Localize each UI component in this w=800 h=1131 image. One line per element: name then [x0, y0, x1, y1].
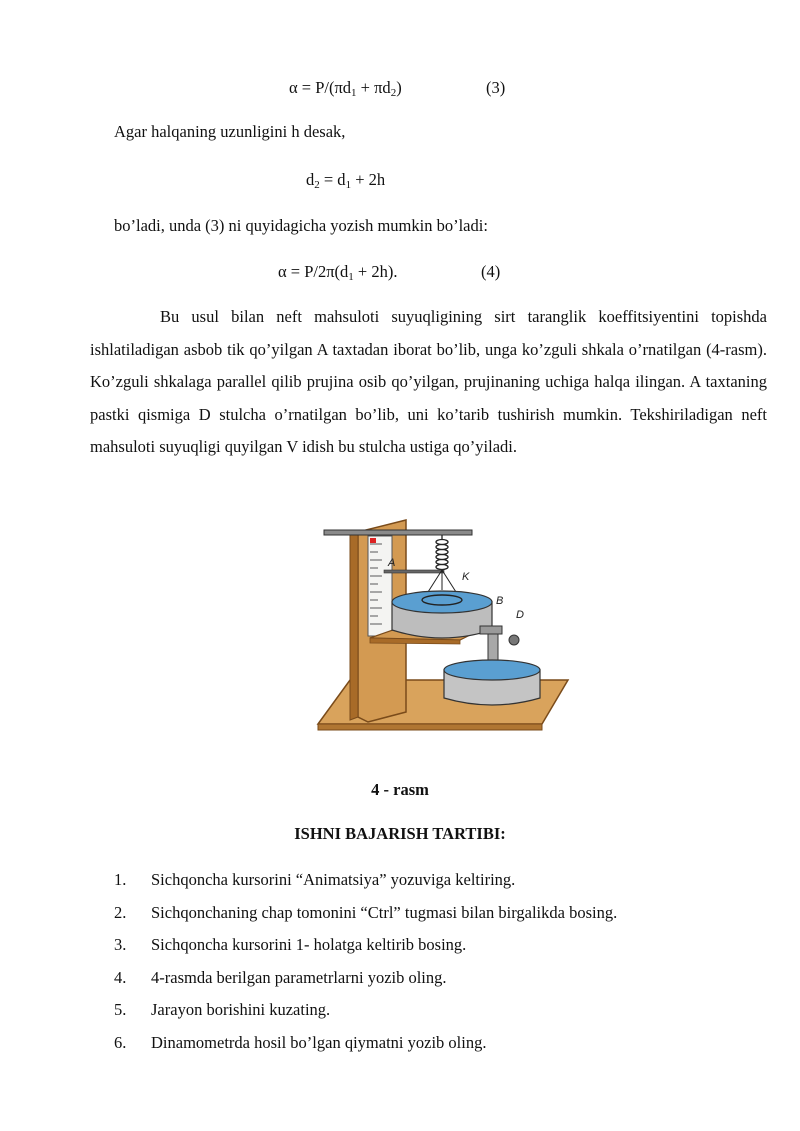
- label-a: A: [388, 557, 396, 569]
- formula-3: [289, 78, 402, 98]
- paragraph-text: Bu usul bilan neft mahsuloti suyuqligining sirt taranglik koeffitsiyentini topishda ishlatiladigan asbob tik qo’yilgan A taxtadan iborat bo’lib, unga ko’zguli shkala o’rnatilgan (4-rasm). Ko’zguli shkalaga parallel qilib prujina osib qo’yilgan, prujinaning uchiga halqa ilingan. A taxtaning pastki qismiga D stulcha o’rnatilgan bo’lib, uni ko’tarib tushirish mumkin. Tekshiriladigan neft mahsuloti suyuqligi quyilgan V idish bu stulcha ustiga qo’yiladi.: [90, 307, 767, 456]
- apparatus-figure: [310, 512, 575, 732]
- vertical-board-side: [350, 532, 358, 720]
- step-number: 3.: [114, 935, 127, 955]
- label-d: D: [516, 609, 524, 621]
- step-text: Sichqoncha kursorini “Animatsiya” yozuviga keltiring.: [151, 870, 516, 889]
- formula-3-number: (3): [486, 78, 506, 97]
- step-text: 4-rasmda berilgan parametrlarni yozib oling.: [151, 967, 447, 987]
- formula-4: [278, 262, 397, 282]
- step-text: Sichqonchaning chap tomonini “Ctrl” tugmasi bilan birgalikda bosing.: [151, 902, 618, 922]
- step-number: 6.: [114, 1032, 127, 1052]
- formula-4-text: α = P/2π(d: [278, 262, 349, 281]
- step-number: 1.: [114, 870, 127, 889]
- spring: [436, 540, 448, 570]
- formula-3-sub2: 2: [390, 87, 397, 99]
- step-text: Sichqoncha kursorini 1- holatga keltirib bosing.: [151, 935, 467, 955]
- label-b: B: [496, 595, 504, 607]
- formula-4-sub1: 1: [348, 271, 354, 283]
- steps-list: [114, 870, 774, 1066]
- scale-mark-red: [370, 538, 376, 543]
- formula-d2: [306, 170, 385, 190]
- list-item: [114, 870, 774, 903]
- section-title: ISHNI BAJARISH TARTIBI:: [294, 824, 506, 843]
- list-item: [114, 968, 774, 1001]
- label-k: K: [462, 571, 470, 583]
- list-item: [114, 1000, 774, 1033]
- stool-knob: [509, 635, 519, 645]
- figure-caption: 4 - rasm: [371, 780, 429, 799]
- description-paragraph: [90, 301, 767, 464]
- list-item: [114, 1033, 774, 1066]
- formula-d2-a: d: [306, 170, 315, 189]
- text-if-line: Agar halqaning uzunligini h desak,: [114, 122, 346, 141]
- step-number: 2.: [114, 902, 127, 922]
- list-item: [114, 903, 774, 936]
- formula-d2-sub-a: 2: [314, 179, 320, 191]
- text-then-line: bo’ladi, unda (3) ni quyidagicha yozish mumkin bo’ladi:: [114, 216, 488, 235]
- formula-d2-mid: = d: [319, 170, 346, 189]
- step-number: 4.: [114, 967, 127, 987]
- base-board-edge: [318, 724, 542, 730]
- mirror-scale: [368, 536, 392, 636]
- formula-3-sub1: 1: [351, 87, 357, 99]
- pointer-rod: [384, 570, 444, 573]
- step-text: Jarayon borishini kuzating.: [151, 1000, 331, 1020]
- top-rod: [324, 530, 472, 535]
- formula-d2-sub-b: 1: [345, 179, 352, 191]
- step-number: 5.: [114, 1000, 127, 1020]
- list-item: [114, 935, 774, 968]
- formula-4-number: (4): [481, 262, 501, 281]
- formula-d2-end: + 2h: [351, 170, 386, 189]
- formula-3-mid: + πd: [356, 78, 391, 97]
- step-text: Dinamometrda hosil bo’lgan qiymatni yozib oling.: [151, 1032, 487, 1052]
- formula-3-text: α = P/(πd: [289, 78, 352, 97]
- formula-3-end: ): [396, 78, 402, 97]
- formula-4-end: + 2h).: [353, 262, 398, 281]
